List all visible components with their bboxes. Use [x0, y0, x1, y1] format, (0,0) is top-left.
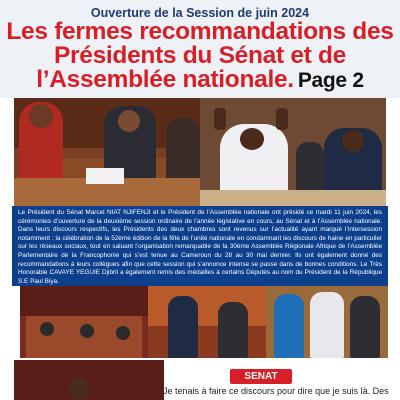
headline	[4, 20, 396, 93]
photo-chamber-session-1	[20, 286, 148, 358]
photo-chamber-session-2	[148, 286, 266, 358]
page-label: Page 2	[297, 69, 364, 92]
section-badge: SENAT	[230, 369, 292, 384]
headline-text: Les fermes recommandations des Présidents du Sénat et de l’Assemblée nationale.	[6, 18, 394, 93]
article-caption: Le Président du Sénat Marcel NIAT NJIFENJI et le Président de l’Assemblée nationale ont présidé ce mardi 11 juin 2024, les cérémonies d’ouverture de la deuxième session ordinaire de l’année législative en cours, au Sénat et à l’Assemblée nationale. Dans leurs discours respectifs, les Présidents des deux chambres sont revenus sur l’actualité ayant marqué l’intersession notamment : la célébration de la 52ème édition de la fête de l’unité nationale en condamnant les discours de haine en particulier sur les réseaux sociaux, tout en saluant l’organisation remarquable de la 30ème Assemblée Régionale Afrique de l’Assemblée Parlementaire de la Francophonie qui s’est tenue au Cameroun du 28 au 30 mai dernier. Ils ont également donné des recommandations à leurs collègues afin que cette session qui s’annonce intense se passe dans de bonnes conditions. Le Très Honorable CAVAYE YEGUIE Djibril a également remis des médailles à certains Députés au nom du Président de la République S.E Paul Biya.	[12, 206, 388, 286]
photo-chamber-session-3	[266, 286, 388, 358]
photo-assembly-presidium	[200, 98, 386, 206]
photo-senate-speaker	[14, 360, 164, 400]
kicker: Ouverture de la Session de juin 2024	[90, 6, 310, 20]
section-quote: “Je tenais à faire ce discours pour dire que je suis là. Des	[160, 386, 389, 396]
photo-senate-presidium	[14, 98, 200, 206]
name-placard	[86, 168, 124, 184]
